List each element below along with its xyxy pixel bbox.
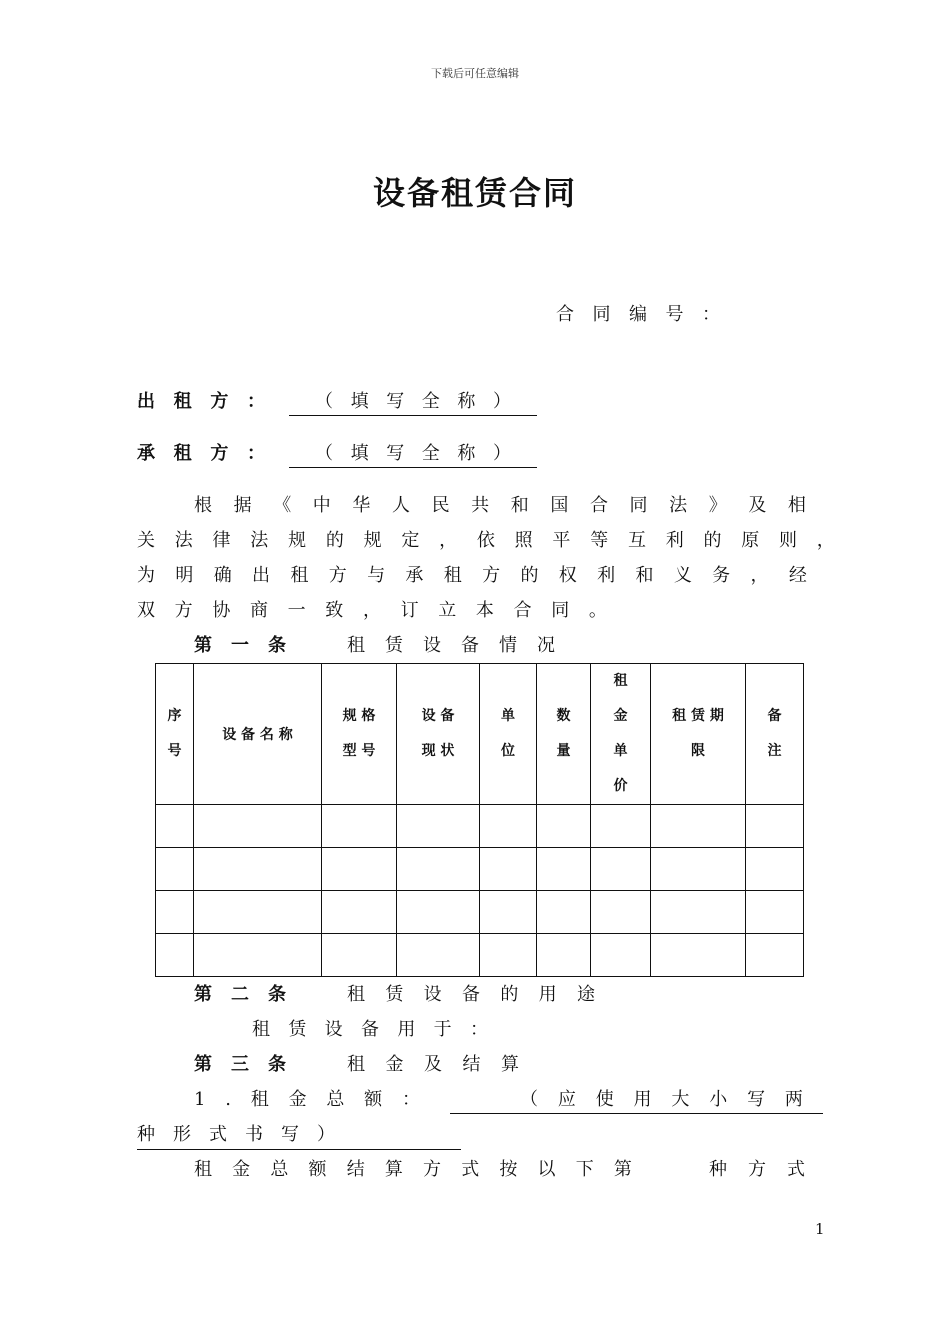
preamble-line-2: 关 法 律 法 规 的 规 定 ， 依 照 平 等 互 利 的 原 则 ， [137, 530, 835, 551]
header-seq: 序 号 [156, 664, 194, 805]
table-cell[interactable] [537, 848, 591, 891]
lessee-label: 承 租 方 ： [137, 443, 265, 464]
table-cell[interactable] [480, 805, 537, 848]
table-cell[interactable] [322, 934, 397, 977]
table-row [156, 805, 804, 848]
lessee-fill-field[interactable]: （ 填 写 全 称 ） [289, 440, 537, 468]
table-cell[interactable] [651, 805, 746, 848]
preamble-line-1: 根 据 《 中 华 人 民 共 和 国 合 同 法 》 及 相 [194, 495, 806, 516]
article-3-number: 第 三 条 [194, 1054, 286, 1075]
article-1-number: 第 一 条 [194, 635, 286, 656]
header-spec-model: 规 格 型 号 [322, 664, 397, 805]
table-row [156, 848, 804, 891]
table-cell[interactable] [156, 805, 194, 848]
rent-total-fill-field[interactable]: （ 应 使 用 大 小 写 两 [450, 1086, 823, 1114]
table-cell[interactable] [194, 891, 322, 934]
table-cell[interactable] [537, 934, 591, 977]
table-cell[interactable] [591, 805, 651, 848]
header-equipment-name: 设 备 名 称 [194, 664, 322, 805]
table-cell[interactable] [651, 934, 746, 977]
table-cell[interactable] [537, 805, 591, 848]
table-row [156, 934, 804, 977]
equipment-table [155, 663, 804, 977]
article-1-title: 租 赁 设 备 情 况 [347, 635, 555, 656]
table-cell[interactable] [322, 891, 397, 934]
table-cell[interactable] [156, 848, 194, 891]
preamble-line-3: 为 明 确 出 租 方 与 承 租 方 的 权 利 和 义 务 ， 经 [137, 565, 807, 586]
table-cell[interactable] [480, 934, 537, 977]
table-cell[interactable] [746, 805, 804, 848]
rent-total-label: 1 . 租 金 总 额 ： [194, 1089, 420, 1110]
table-cell[interactable] [156, 934, 194, 977]
table-cell[interactable] [194, 805, 322, 848]
table-row [156, 891, 804, 934]
article-2-title: 租 赁 设 备 的 用 途 [347, 984, 595, 1005]
table-cell[interactable] [322, 848, 397, 891]
table-cell[interactable] [591, 891, 651, 934]
table-cell[interactable] [537, 891, 591, 934]
article-2-number: 第 二 条 [194, 984, 286, 1005]
lessor-label: 出 租 方 ： [137, 391, 265, 412]
header-note: 下载后可任意编辑 [431, 67, 519, 80]
table-cell[interactable] [397, 934, 480, 977]
lessor-fill-field[interactable]: （ 填 写 全 称 ） [289, 388, 537, 416]
table-cell[interactable] [194, 848, 322, 891]
table-cell[interactable] [194, 934, 322, 977]
table-cell[interactable] [591, 934, 651, 977]
article-3-title: 租 金 及 结 算 [347, 1054, 519, 1075]
table-cell[interactable] [397, 805, 480, 848]
table-cell[interactable] [651, 891, 746, 934]
header-quantity: 数 量 [537, 664, 591, 805]
contract-number-label: 合 同 编 号 ： [556, 304, 720, 325]
header-lease-period: 租 赁 期 限 [651, 664, 746, 805]
table-cell[interactable] [746, 891, 804, 934]
settlement-method-line-end: 种 方 式 [709, 1159, 805, 1180]
header-rent-unit-price: 租 金 单 价 [591, 664, 651, 805]
document-title: 设备租赁合同 [372, 174, 577, 212]
table-cell[interactable] [397, 891, 480, 934]
table-header-row [156, 664, 804, 805]
table-cell[interactable] [156, 891, 194, 934]
table-cell[interactable] [480, 848, 537, 891]
table-cell[interactable] [397, 848, 480, 891]
header-remarks: 备 注 [746, 664, 804, 805]
article-2-usage-line: 租 赁 设 备 用 于 ： [252, 1019, 488, 1040]
header-equipment-status: 设 备 现 状 [397, 664, 480, 805]
table-cell[interactable] [746, 848, 804, 891]
table-cell[interactable] [480, 891, 537, 934]
settlement-method-line: 租 金 总 额 结 算 方 式 按 以 下 第 [194, 1159, 632, 1180]
rent-total-fill-field-continued[interactable]: 种 形 式 书 写 ） [137, 1121, 461, 1150]
page-number: 1 [815, 1220, 825, 1238]
preamble-line-4: 双 方 协 商 一 致 ， 订 立 本 合 同 。 [137, 600, 607, 621]
table-cell[interactable] [746, 934, 804, 977]
table-cell[interactable] [651, 848, 746, 891]
table-cell[interactable] [591, 848, 651, 891]
header-unit: 单 位 [480, 664, 537, 805]
table-cell[interactable] [322, 805, 397, 848]
